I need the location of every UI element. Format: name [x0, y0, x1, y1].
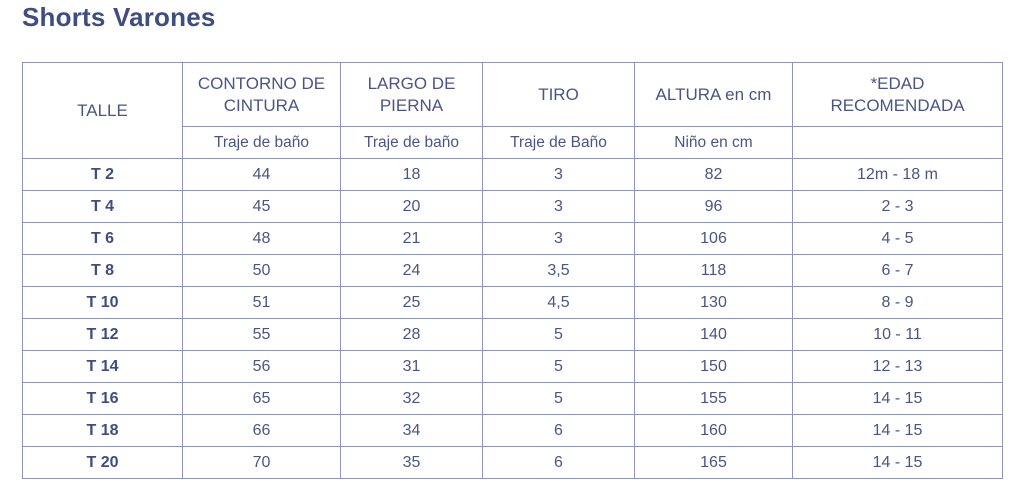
cell-tiro: 5 [483, 319, 635, 351]
header-contorno-cintura-line2: CINTURA [223, 95, 300, 115]
header-largo-pierna [341, 63, 483, 127]
cell-edad: 2 - 3 [793, 191, 1003, 223]
cell-pierna: 24 [341, 255, 483, 287]
cell-cintura: 66 [183, 415, 341, 447]
cell-edad: 14 - 15 [793, 383, 1003, 415]
cell-talle: T 14 [23, 351, 183, 383]
cell-talle: T 10 [23, 287, 183, 319]
cell-edad: 14 - 15 [793, 415, 1003, 447]
cell-altura: 118 [635, 255, 793, 287]
header-contorno-cintura [183, 63, 341, 127]
header-edad-recomendada [793, 63, 1003, 127]
cell-pierna: 21 [341, 223, 483, 255]
cell-pierna: 32 [341, 383, 483, 415]
table-row [23, 383, 1003, 415]
cell-tiro: 5 [483, 351, 635, 383]
subheader-edad [793, 127, 1003, 159]
table-header-row-main [23, 63, 1003, 127]
cell-cintura: 48 [183, 223, 341, 255]
cell-tiro: 6 [483, 447, 635, 479]
cell-tiro: 3 [483, 159, 635, 191]
cell-edad: 4 - 5 [793, 223, 1003, 255]
cell-altura: 130 [635, 287, 793, 319]
cell-altura: 82 [635, 159, 793, 191]
cell-talle: T 20 [23, 447, 183, 479]
table-row [23, 159, 1003, 191]
cell-tiro: 4,5 [483, 287, 635, 319]
table-row [23, 255, 1003, 287]
table-header [23, 63, 1003, 159]
cell-cintura: 55 [183, 319, 341, 351]
cell-edad: 10 - 11 [793, 319, 1003, 351]
cell-pierna: 25 [341, 287, 483, 319]
subheader-largo-pierna: Traje de baño [341, 127, 483, 159]
table-body [23, 159, 1003, 479]
header-altura-label: ALTURA en cm [655, 84, 772, 104]
table-row [23, 223, 1003, 255]
size-table [22, 62, 1003, 479]
table-row [23, 191, 1003, 223]
header-largo-pierna-line2: PIERNA [379, 95, 444, 115]
header-tiro-label: TIRO [538, 84, 579, 104]
cell-altura: 140 [635, 319, 793, 351]
table-row [23, 287, 1003, 319]
cell-tiro: 3,5 [483, 255, 635, 287]
cell-altura: 160 [635, 415, 793, 447]
cell-talle: T 2 [23, 159, 183, 191]
cell-talle: T 6 [23, 223, 183, 255]
cell-pierna: 31 [341, 351, 483, 383]
cell-talle: T 12 [23, 319, 183, 351]
cell-cintura: 45 [183, 191, 341, 223]
header-tiro [483, 63, 635, 127]
cell-talle: T 8 [23, 255, 183, 287]
cell-altura: 150 [635, 351, 793, 383]
cell-talle: T 18 [23, 415, 183, 447]
cell-altura: 96 [635, 191, 793, 223]
cell-talle: T 4 [23, 191, 183, 223]
cell-edad: 6 - 7 [793, 255, 1003, 287]
cell-pierna: 20 [341, 191, 483, 223]
cell-altura: 155 [635, 383, 793, 415]
header-largo-pierna-line1: LARGO DE [367, 73, 456, 93]
subheader-altura: Niño en cm [635, 127, 793, 159]
header-altura [635, 63, 793, 127]
cell-cintura: 51 [183, 287, 341, 319]
subheader-tiro: Traje de Baño [483, 127, 635, 159]
cell-pierna: 35 [341, 447, 483, 479]
cell-tiro: 6 [483, 415, 635, 447]
cell-tiro: 5 [483, 383, 635, 415]
table-row [23, 351, 1003, 383]
table-row [23, 415, 1003, 447]
cell-edad: 12 - 13 [793, 351, 1003, 383]
table-row [23, 447, 1003, 479]
header-talle-label: TALLE [77, 100, 128, 120]
cell-cintura: 70 [183, 447, 341, 479]
page-title: Shorts Varones [22, 2, 216, 32]
size-table-container [22, 62, 1002, 479]
cell-pierna: 34 [341, 415, 483, 447]
cell-edad: 8 - 9 [793, 287, 1003, 319]
cell-cintura: 44 [183, 159, 341, 191]
subheader-contorno-cintura: Traje de baño [183, 127, 341, 159]
cell-pierna: 28 [341, 319, 483, 351]
cell-cintura: 65 [183, 383, 341, 415]
cell-altura: 165 [635, 447, 793, 479]
cell-pierna: 18 [341, 159, 483, 191]
table-row [23, 319, 1003, 351]
cell-edad: 12m - 18 m [793, 159, 1003, 191]
cell-edad: 14 - 15 [793, 447, 1003, 479]
header-contorno-cintura-line1: CONTORNO DE [197, 73, 326, 93]
cell-altura: 106 [635, 223, 793, 255]
cell-tiro: 3 [483, 223, 635, 255]
cell-talle: T 16 [23, 383, 183, 415]
cell-cintura: 50 [183, 255, 341, 287]
cell-cintura: 56 [183, 351, 341, 383]
cell-tiro: 3 [483, 191, 635, 223]
header-talle [23, 63, 183, 159]
header-edad-line2: RECOMENDADA [830, 95, 965, 115]
header-edad-line1: *EDAD [870, 73, 925, 93]
